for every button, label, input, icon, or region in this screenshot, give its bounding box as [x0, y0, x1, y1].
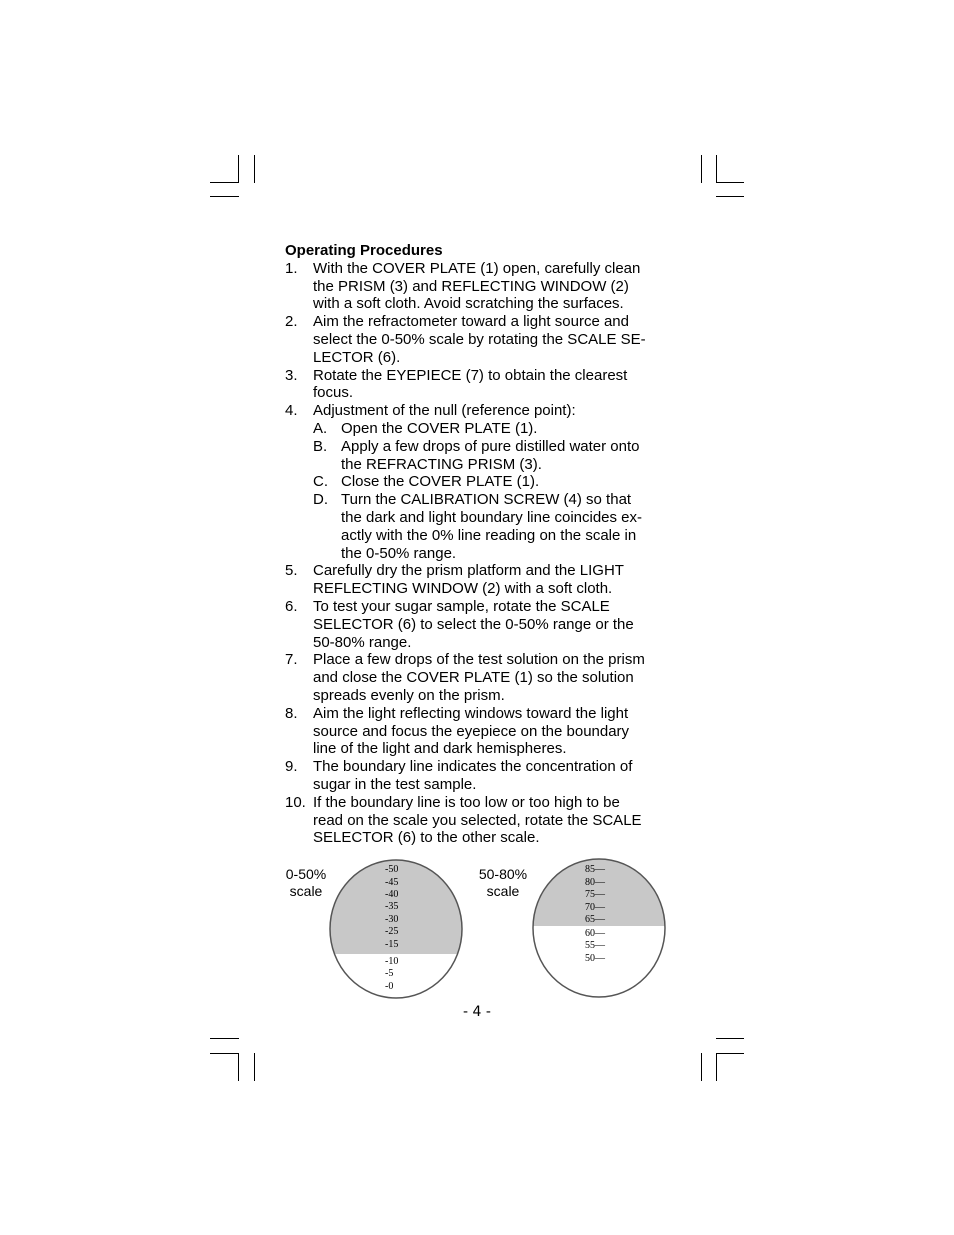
step-line: With the COVER PLATE (1) open, carefully clean — [313, 259, 641, 277]
crop-mark — [238, 155, 239, 183]
tick-label: -15 — [385, 939, 399, 950]
step-10 — [285, 794, 665, 847]
crop-mark — [210, 1038, 239, 1039]
step-line: Adjustment of the null (reference point): — [313, 402, 576, 420]
step-line: SELECTOR (6) to select the 0-50% range or the — [313, 615, 634, 633]
step-line: Carefully dry the prism platform and the LIGHT — [313, 562, 624, 580]
step-line: spreads evenly on the prism. — [313, 686, 505, 704]
tick-label: -45 — [385, 877, 399, 888]
step-8 — [285, 705, 665, 758]
substep-line: Open the COVER PLATE (1). — [341, 419, 538, 437]
scale-1-caption — [285, 866, 327, 900]
step-line: source and focus the eyepiece on the boundary — [313, 722, 630, 740]
tick-label: -5 — [385, 968, 394, 979]
scale-2-diagram — [532, 858, 672, 1003]
step-line: LECTOR (6). — [313, 348, 401, 366]
substep-d — [313, 491, 665, 562]
page-number: - 4 - — [463, 1004, 491, 1020]
step-line: and close the COVER PLATE (1) so the solution — [313, 669, 634, 687]
tick-label: -25 — [385, 926, 399, 937]
crop-mark — [254, 155, 255, 183]
step-number: 8. — [285, 704, 298, 722]
tick-label: 75— — [585, 889, 605, 900]
crop-mark — [210, 1053, 239, 1054]
operating-procedures — [285, 242, 665, 847]
step-line: Aim the light reflecting windows toward the light — [313, 704, 629, 722]
tick-label: 80— — [585, 877, 605, 888]
step-number: 9. — [285, 758, 298, 776]
crop-mark — [716, 182, 744, 183]
step-line: the PRISM (3) and REFLECTING WINDOW (2) — [313, 277, 629, 295]
step-number: 2. — [285, 313, 298, 331]
caption-line: scale — [289, 883, 323, 899]
step-line: Place a few drops of the test solution on the prism — [313, 651, 645, 669]
step-line: with a soft cloth. Avoid scratching the surfaces. — [313, 295, 624, 313]
step-line: The boundary line indicates the concentration of — [313, 758, 633, 776]
step-line: focus. — [313, 384, 354, 402]
crop-mark — [701, 155, 702, 183]
substep-a — [313, 420, 665, 438]
step-line: Aim the refractometer toward a light source and — [313, 313, 629, 331]
step-line: 50-80% range. — [313, 633, 412, 651]
tick-label: 85— — [585, 864, 605, 875]
caption-line: 50-80% — [478, 866, 528, 882]
tick-label: 60— — [585, 928, 605, 939]
step-3 — [285, 367, 665, 403]
tick-label: 55— — [585, 940, 605, 951]
crop-mark — [254, 1053, 255, 1081]
step-number: 1. — [285, 259, 298, 277]
substep-line: the dark and light boundary line coincides ex- — [341, 508, 643, 526]
step-4 — [285, 402, 665, 562]
substep-line: Close the COVER PLATE (1). — [341, 473, 540, 491]
crop-mark — [716, 1053, 717, 1081]
step-number: 4. — [285, 402, 298, 420]
substep-letter: C. — [313, 473, 328, 491]
step-line: REFLECTING WINDOW (2) with a soft cloth. — [313, 580, 613, 598]
step-line: select the 0-50% scale by rotating the SCALE SE- — [313, 330, 646, 348]
scale-2-caption — [477, 866, 529, 900]
substep-line: the 0-50% range. — [341, 544, 457, 562]
scale-1-diagram — [329, 858, 469, 1003]
caption-line: scale — [486, 883, 520, 899]
step-line: To test your sugar sample, rotate the SCALE — [313, 597, 610, 615]
step-2 — [285, 313, 665, 366]
tick-label: 70— — [585, 902, 605, 913]
step-7 — [285, 651, 665, 704]
tick-label: -40 — [385, 889, 399, 900]
step-number: 5. — [285, 562, 298, 580]
step-line: line of the light and dark hemispheres. — [313, 740, 567, 758]
step-line: read on the scale you selected, rotate the SCALE — [313, 811, 642, 829]
tick-label: -30 — [385, 914, 399, 925]
step-number: 3. — [285, 366, 298, 384]
step-line: sugar in the test sample. — [313, 775, 477, 793]
step-number: 6. — [285, 597, 298, 615]
dark-region — [329, 858, 469, 954]
crop-mark — [716, 1053, 744, 1054]
step-number: 7. — [285, 651, 298, 669]
crop-mark — [701, 1053, 702, 1081]
tick-label: -50 — [385, 864, 399, 875]
tick-label: -35 — [385, 901, 399, 912]
crop-mark — [210, 196, 239, 197]
tick-label: -10 — [385, 956, 399, 967]
substep-line: actly with the 0% line reading on the scale in — [341, 526, 637, 544]
scale-diagrams — [285, 858, 685, 1003]
step-line: If the boundary line is too low or too high to be — [313, 793, 620, 811]
crop-mark — [716, 196, 744, 197]
crop-mark — [210, 182, 239, 183]
substep-b — [313, 438, 665, 474]
substep-line: the REFRACTING PRISM (3). — [341, 455, 542, 473]
step-number: 10. — [285, 793, 306, 811]
substep-line: Turn the CALIBRATION SCREW (4) so that — [341, 491, 632, 509]
crop-mark — [716, 1038, 744, 1039]
tick-label: 65— — [585, 914, 605, 925]
substep-c — [313, 473, 665, 491]
step-line: SELECTOR (6) to the other scale. — [313, 829, 540, 847]
substep-letter: D. — [313, 491, 328, 509]
crop-mark — [716, 155, 717, 183]
step-line: Rotate the EYEPIECE (7) to obtain the clearest — [313, 366, 628, 384]
section-heading: Operating Procedures — [285, 242, 443, 259]
step-6 — [285, 598, 665, 651]
substep-line: Apply a few drops of pure distilled water onto — [341, 437, 640, 455]
step-1 — [285, 260, 665, 313]
step-9 — [285, 758, 665, 794]
crop-mark — [238, 1053, 239, 1081]
substep-letter: B. — [313, 437, 328, 455]
tick-label: -0 — [385, 981, 394, 992]
step-5 — [285, 562, 665, 598]
substep-letter: A. — [313, 419, 328, 437]
caption-line: 0-50% — [285, 866, 327, 882]
tick-label: 50— — [585, 953, 605, 964]
